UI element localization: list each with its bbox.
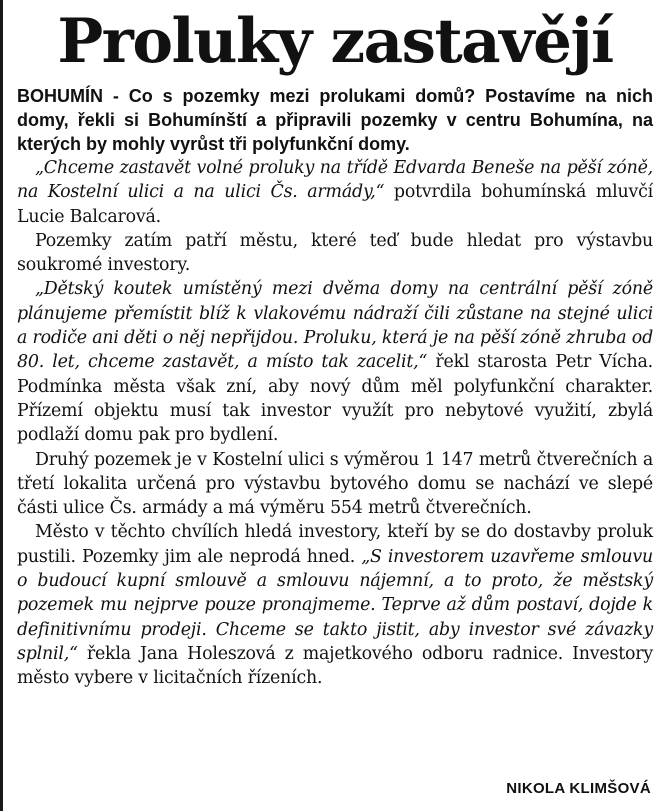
body-paragraph bbox=[17, 520, 653, 690]
body-paragraph bbox=[17, 229, 653, 278]
body-text: potvrdila bohumínská mluvčí Lucie Balcarová. bbox=[17, 182, 653, 227]
body-text: Pozemky zatím patří městu, které teď bude hledat pro výstavbu soukromé investory. bbox=[17, 230, 653, 276]
quote-text: „S investorem uzavřeme smlouvu o budoucí kupní smlouvě a smlouvu nájemní, a to proto, že městský pozemek mu nejprve pouze pronajmeme. Teprve až dům postaví, dojde k definitivnímu prodeji. Chceme se takto jistit, aby investor své závazky splnil,“ bbox=[17, 546, 653, 664]
lead-text: - Co s pozemky mezi prolukami domů? Postavíme na nich domy, řekli si Bohumínští a připravili pozemky v centru Bohumína, na kterých by mohly vyrůst tři polyfunkční domy. bbox=[17, 86, 653, 154]
body-paragraph bbox=[17, 156, 653, 229]
body-text: řekl starosta Petr Vícha. Podmínka města však zní, aby nový dům měl polyfunkční charakter. Přízemí objektu musí tak investor využít pro nebytové využití, zbylá podlaží domu pak pro bydlení. bbox=[17, 352, 653, 446]
body-text: Druhý pozemek je v Kostelní ulici s výměrou 1 147 metrů čtverečních a třetí lokalita určená pro výstavbu bytového domu se nachází ve slepé části ulice Čs. armády a má výměru 554 metrů čtverečních. bbox=[17, 449, 653, 519]
quote-text: „Chceme zastavět volné proluky na třídě Edvarda Beneše na pěší zóně, na Kostelní ulici a na ulici Čs. armády,“ bbox=[17, 158, 653, 203]
body-text: Město v těchto chvílích hledá investory, kteří by se do dostavby proluk pustili. Pozemky jim ale neprodá hned. bbox=[17, 522, 653, 567]
article-body bbox=[17, 156, 653, 691]
byline: NIKOLA KLIMŠOVÁ bbox=[500, 780, 651, 797]
lead-place: BOHUMÍN bbox=[17, 86, 103, 106]
body-text: řekla Jana Holeszová z majetkového odboru radnice. Investory město vybere v licitačních řízeních. bbox=[17, 643, 653, 689]
quote-text: „Dětský koutek umístěný mezi dvěma domy na centrální pěší zóně plánujeme přemístit blíž k vlakovému nádraží čili zůstane na stejné ulici a rodiče ani děti o něj nepřijdou. Proluku, která je na pěší zóně zhruba od 80. let, chceme zastavět, a místo tak zacelit,“ bbox=[17, 279, 653, 373]
lead-paragraph bbox=[17, 84, 653, 156]
headline: Proluky zastavějí bbox=[57, 6, 613, 77]
body-paragraph bbox=[17, 277, 653, 447]
body-paragraph bbox=[17, 448, 653, 521]
